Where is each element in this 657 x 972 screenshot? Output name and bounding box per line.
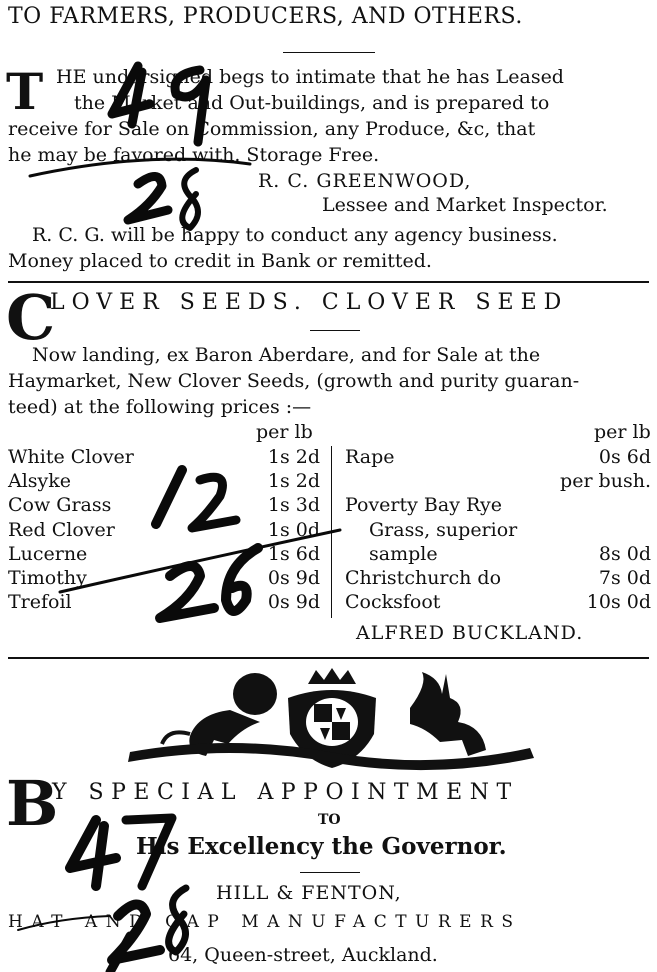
ad2-heading: LOVER SEEDS. CLOVER SEED (50, 290, 569, 315)
list-item: Poverty Bay Rye (345, 494, 502, 517)
ad1-note-1: R. C. G. will be happy to conduct any agency business. (32, 224, 558, 246)
list-item: Cow Grass 1s 3d (8, 494, 320, 517)
ad3-address: 64, Queen-street, Auckland. (168, 944, 438, 966)
ad1-line-1: HE undersigned begs to intimate that he has Leased (56, 66, 564, 88)
list-item: per bush. (560, 470, 651, 493)
list-item: Christchurch do 7s 0d (345, 567, 651, 590)
ad1-line-3: receive for Sale on Commission, any Produce, &c, that (8, 118, 536, 140)
ad2-signature: ALFRED BUCKLAND. (356, 622, 584, 644)
ad2-intro-3: teed) at the following prices :— (8, 396, 312, 418)
list-item: Lucerne 1s 6d (8, 542, 320, 565)
list-item: Grass, superior (369, 518, 518, 541)
list-item: Red Clover 1s 0d (8, 518, 320, 541)
ad2-intro-2: Haymarket, New Clover Seeds, (growth and purity guaran- (8, 370, 580, 392)
ad1-signature-role: Lessee and Market Inspector. (322, 194, 608, 216)
ad3-excellency: His Excellency the Governor. (136, 833, 507, 860)
ad3-heading: Y SPECIAL APPOINTMENT (52, 780, 519, 805)
list-item: Alsyke 1s 2d (8, 470, 320, 493)
right-unit: per lb (594, 421, 651, 443)
ad1-dropcap: T (6, 62, 44, 121)
ad3-to: TO (318, 812, 341, 828)
ad2-dropcap: C (6, 281, 56, 354)
ad2-intro-1: Now landing, ex Baron Aberdare, and for Sale at the (32, 344, 541, 366)
list-item: Timothy 0s 9d (8, 567, 320, 590)
ad3-dropcap: B (6, 767, 59, 840)
ad3-trade: HAT AND CAP MANUFACTURERS (8, 912, 522, 932)
ad1-note-2: Money placed to credit in Bank or remitted. (8, 250, 432, 272)
list-item: sample 8s 0d (369, 542, 651, 565)
list-item: Rape 0s 6d (345, 446, 651, 468)
ad1-line-4: he may be favored with. Storage Free. (8, 144, 380, 166)
ad1-title: TO FARMERS, PRODUCERS, AND OTHERS. (8, 4, 523, 29)
ad1-signature: R. C. GREENWOOD, (258, 170, 472, 192)
ad1-line-2: the Market and Out-buildings, and is prepared to (74, 92, 550, 114)
ad3-firm: HILL & FENTON, (216, 882, 402, 904)
list-item: Trefoil 0s 9d (8, 591, 320, 614)
list-item: Cocksfoot 10s 0d (345, 591, 651, 614)
left-unit: per lb (256, 421, 313, 443)
list-item: White Clover 1s 2d (8, 446, 320, 468)
